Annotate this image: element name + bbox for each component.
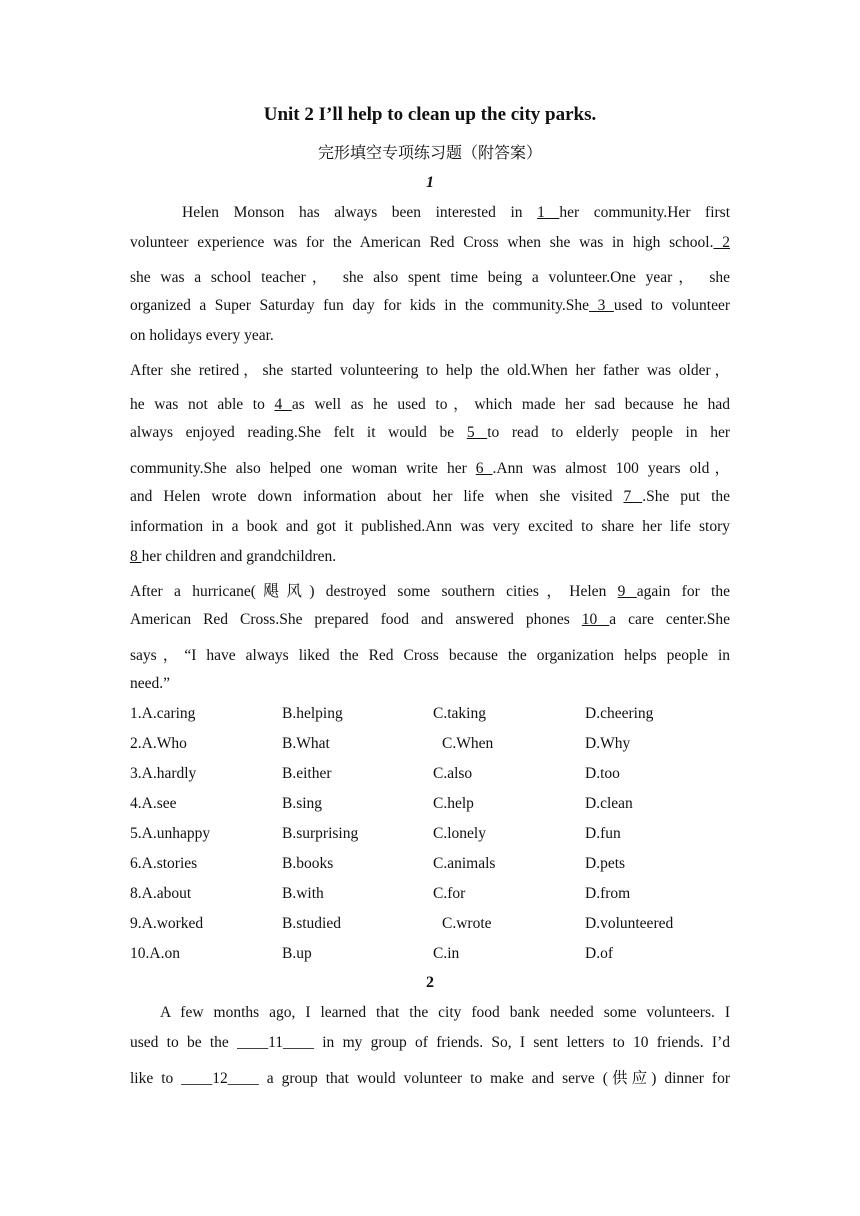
passage-line: volunteer experience was for the American Red Cross when she was in high school. 2 <box>130 234 730 251</box>
blank: 7 <box>623 488 643 505</box>
option-row: 4.A.see B.sing C.help D.clean <box>130 795 633 812</box>
blank: 4 <box>274 396 292 413</box>
passage-line: on holidays every year. <box>130 327 274 344</box>
passage-line: she was a school teacher， she also spent time being a volunteer.One year， she <box>130 269 730 286</box>
passage-line: says，“I have always liked the Red Cross because the organization helps people in <box>130 647 730 664</box>
passage-line: community.She also helped one woman write her 6 .Ann was almost 100 years old， <box>130 460 731 477</box>
option-row: 1.A.caring B.helping C.taking D.cheering <box>130 705 654 722</box>
passage-line: After a hurricane(飓风) destroyed some southern cities，Helen 9 again for the <box>130 583 730 600</box>
passage-line: and Helen wrote down information about her life when she visited 7 .She put the <box>130 488 731 505</box>
passage-line: American Red Cross.She prepared food and answered phones 10 a care center.She <box>130 611 731 628</box>
blank: 5 <box>466 424 488 441</box>
passage-line: need.” <box>130 675 171 692</box>
document-subtitle: 完形填空专项练习题（附答案） <box>317 143 542 162</box>
section-1-number: 1 <box>426 174 434 191</box>
option-row: 2.A.Who B.What C.When D.Why <box>130 735 631 752</box>
option-row: 9.A.worked B.studied C.wrote D.volunteered <box>130 915 674 932</box>
passage-line: like to ____12____ a group that would volunteer to make and serve (供应) dinner for <box>130 1070 730 1087</box>
passage-line: A few months ago, I learned that the city food bank needed some volunteers. I <box>160 1004 730 1021</box>
passage-line: 8 her children and grandchildren. <box>130 548 337 565</box>
blank: 2 <box>713 234 730 251</box>
blank: 6 <box>475 460 493 477</box>
passage-line: After she retired，she started volunteering to help the old.When her father was older， <box>130 362 730 379</box>
option-row: 6.A.stories B.books C.animals D.pets <box>130 855 626 872</box>
passage-line: always enjoyed reading.She felt it would be 5 to read to elderly people in her <box>130 424 731 441</box>
document-title: Unit 2 I’ll help to clean up the city parks. <box>263 104 597 125</box>
option-row: 5.A.unhappy B.surprising C.lonely D.fun <box>130 825 621 842</box>
option-row: 8.A.about B.with C.for D.from <box>130 885 631 902</box>
blank: 8 <box>130 548 142 565</box>
option-row: 3.A.hardly B.either C.also D.too <box>130 765 620 782</box>
section-2-number: 2 <box>426 974 434 991</box>
passage-line: Helen Monson has always been interested in 1 her community.Her first <box>182 204 731 221</box>
passage-line: information in a book and got it published.Ann was very excited to share her life story <box>130 518 730 535</box>
passage-line: he was not able to 4 as well as he used to，which made her sad because he had <box>130 396 730 413</box>
passage-line: used to be the ____11____ in my group of friends. So, I sent letters to 10 friends. I’d <box>130 1034 730 1051</box>
option-row: 10.A.on B.up C.in D.of <box>130 945 613 962</box>
blank: 3 <box>589 297 614 314</box>
blank: 10 <box>581 611 610 628</box>
blank: 9 <box>617 583 637 600</box>
blank: 1 <box>537 204 560 221</box>
passage-line: organized a Super Saturday fun day for kids in the community.She 3 used to volunteer <box>130 297 730 314</box>
